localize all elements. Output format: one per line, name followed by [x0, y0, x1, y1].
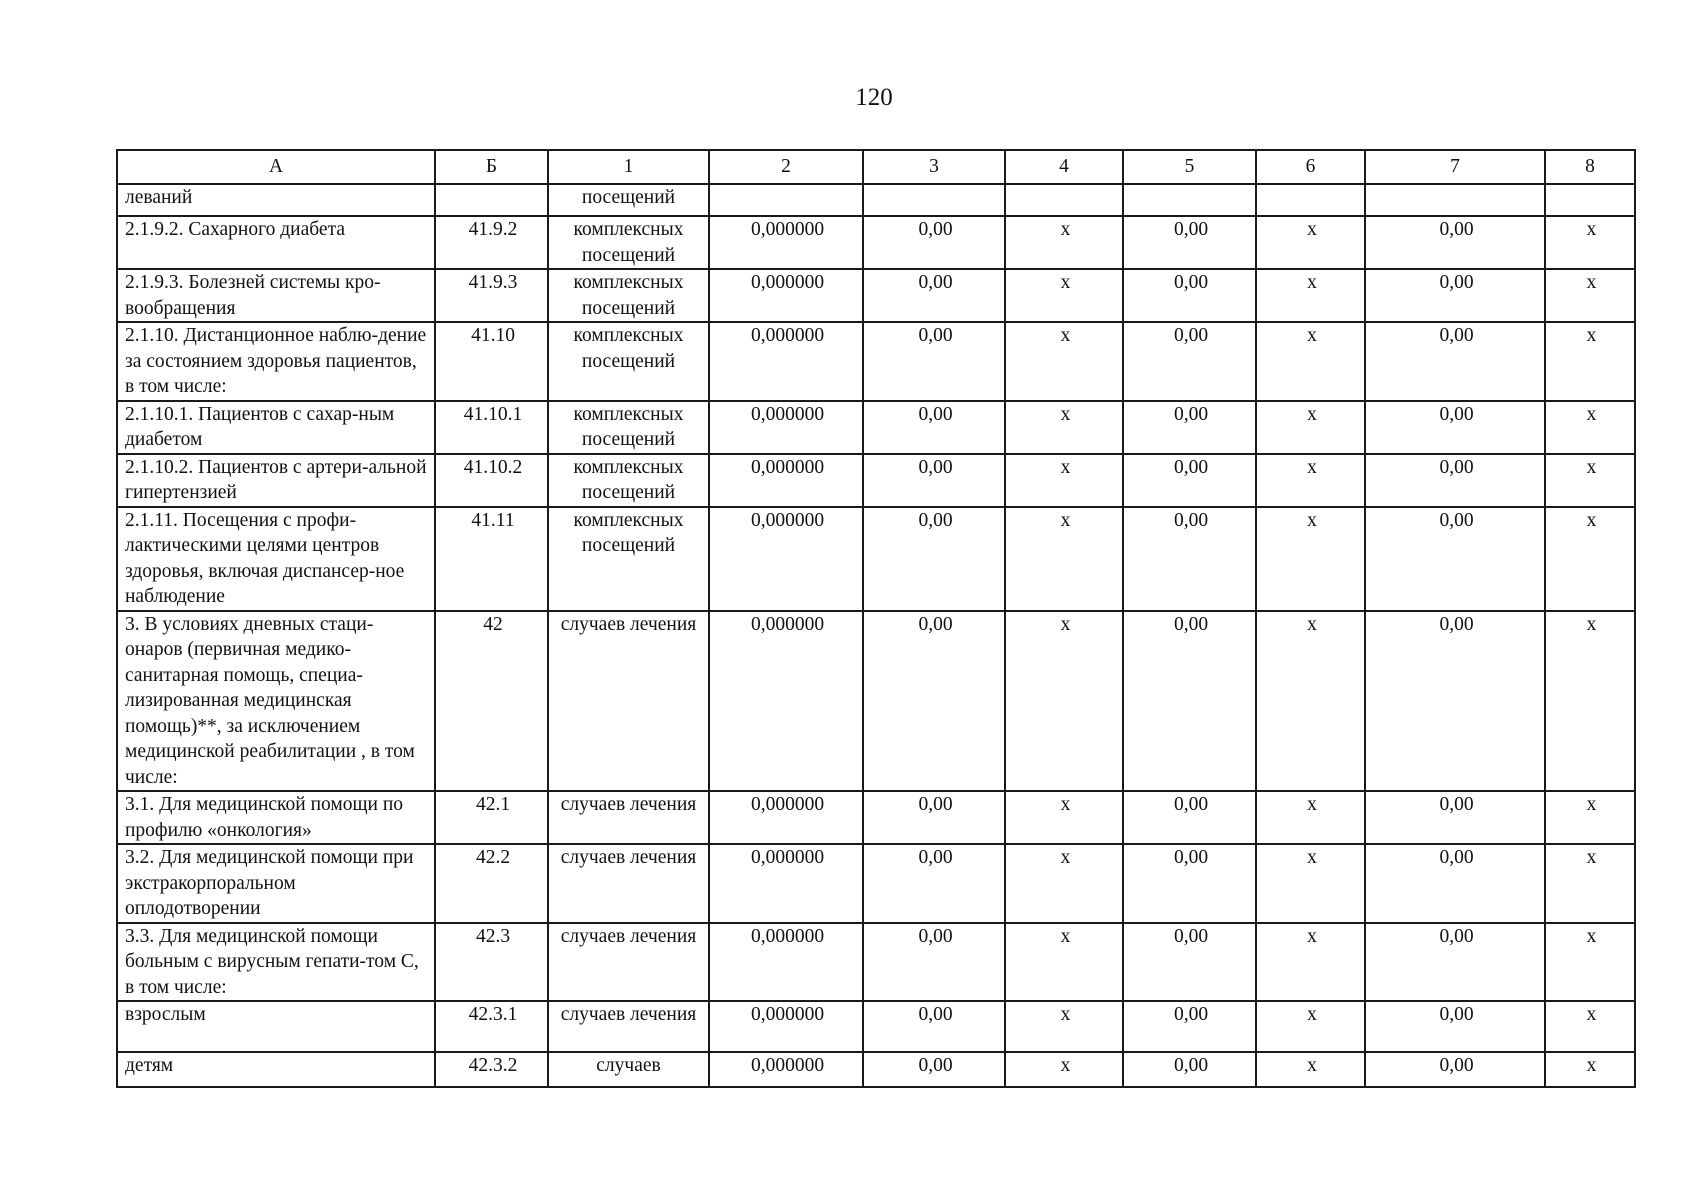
col4-cell: х — [1005, 1001, 1123, 1052]
col4-cell: х — [1005, 923, 1123, 1002]
col2-cell: 0,000000 — [709, 791, 863, 844]
code-cell: 41.9.3 — [435, 269, 548, 322]
col8-cell: х — [1545, 611, 1635, 792]
col2-cell: 0,000000 — [709, 216, 863, 269]
name-cell: леваний — [117, 184, 435, 216]
col7-cell: 0,00 — [1365, 454, 1545, 507]
unit-cell: случаев лечения — [548, 611, 709, 792]
col7-cell — [1365, 184, 1545, 216]
page-number: 120 — [855, 84, 893, 111]
unit-cell: случаев лечения — [548, 1001, 709, 1052]
col3-cell: 0,00 — [863, 401, 1005, 454]
col5-cell: 0,00 — [1123, 454, 1256, 507]
table-body — [117, 184, 1635, 1087]
table-row — [117, 216, 1635, 269]
column-header: Б — [435, 150, 548, 184]
col7-cell: 0,00 — [1365, 1052, 1545, 1087]
code-cell: 41.9.2 — [435, 216, 548, 269]
table-row — [117, 322, 1635, 401]
col8-cell: х — [1545, 507, 1635, 611]
col6-cell: х — [1256, 507, 1365, 611]
col4-cell: х — [1005, 269, 1123, 322]
col8-cell — [1545, 184, 1635, 216]
col4-cell: х — [1005, 454, 1123, 507]
col7-cell: 0,00 — [1365, 1001, 1545, 1052]
column-header: 1 — [548, 150, 709, 184]
col8-cell: х — [1545, 791, 1635, 844]
col2-cell: 0,000000 — [709, 1052, 863, 1087]
code-cell: 42.2 — [435, 844, 548, 923]
unit-cell: случаев — [548, 1052, 709, 1087]
unit-cell: посещений — [548, 184, 709, 216]
col6-cell: х — [1256, 322, 1365, 401]
col6-cell: х — [1256, 844, 1365, 923]
column-header: 2 — [709, 150, 863, 184]
col6-cell: х — [1256, 269, 1365, 322]
col4-cell: х — [1005, 1052, 1123, 1087]
col4-cell: х — [1005, 791, 1123, 844]
col6-cell: х — [1256, 454, 1365, 507]
code-cell: 41.10.2 — [435, 454, 548, 507]
col3-cell: 0,00 — [863, 1052, 1005, 1087]
col5-cell: 0,00 — [1123, 1052, 1256, 1087]
table-row — [117, 791, 1635, 844]
table-row — [117, 1001, 1635, 1052]
col7-cell: 0,00 — [1365, 791, 1545, 844]
col5-cell: 0,00 — [1123, 401, 1256, 454]
col3-cell — [863, 184, 1005, 216]
code-cell: 41.10 — [435, 322, 548, 401]
col3-cell: 0,00 — [863, 269, 1005, 322]
column-header: 5 — [1123, 150, 1256, 184]
col6-cell: х — [1256, 1052, 1365, 1087]
col4-cell: х — [1005, 844, 1123, 923]
name-cell: 2.1.10.2. Пациентов с артери-альной гипертензией — [117, 454, 435, 507]
unit-cell: комплексных посещений — [548, 454, 709, 507]
col5-cell: 0,00 — [1123, 611, 1256, 792]
col5-cell: 0,00 — [1123, 507, 1256, 611]
column-header: 7 — [1365, 150, 1545, 184]
name-cell: 3. В условиях дневных стаци-онаров (первичная медико-санитарная помощь, специа-лизированная медицинская помощь)**, за исключением медицинской реабилитации , в том числе: — [117, 611, 435, 792]
unit-cell: случаев лечения — [548, 844, 709, 923]
code-cell — [435, 184, 548, 216]
col4-cell: х — [1005, 507, 1123, 611]
code-cell: 42.3.2 — [435, 1052, 548, 1087]
col8-cell: х — [1545, 269, 1635, 322]
unit-cell: комплексных посещений — [548, 269, 709, 322]
unit-cell: комплексных посещений — [548, 401, 709, 454]
col7-cell: 0,00 — [1365, 611, 1545, 792]
col5-cell — [1123, 184, 1256, 216]
col2-cell: 0,000000 — [709, 844, 863, 923]
col8-cell: х — [1545, 844, 1635, 923]
table-row — [117, 401, 1635, 454]
col6-cell: х — [1256, 923, 1365, 1002]
table-row — [117, 923, 1635, 1002]
code-cell: 42.1 — [435, 791, 548, 844]
col5-cell: 0,00 — [1123, 216, 1256, 269]
unit-cell: случаев лечения — [548, 791, 709, 844]
name-cell: 2.1.10.1. Пациентов с сахар-ным диабетом — [117, 401, 435, 454]
col4-cell: х — [1005, 322, 1123, 401]
unit-cell: случаев лечения — [548, 923, 709, 1002]
col8-cell: х — [1545, 923, 1635, 1002]
col3-cell: 0,00 — [863, 844, 1005, 923]
header-row — [117, 150, 1635, 184]
table-row — [117, 611, 1635, 792]
col6-cell: х — [1256, 611, 1365, 792]
unit-cell: комплексных посещений — [548, 216, 709, 269]
col2-cell: 0,000000 — [709, 454, 863, 507]
col5-cell: 0,00 — [1123, 844, 1256, 923]
col5-cell: 0,00 — [1123, 322, 1256, 401]
table-row — [117, 454, 1635, 507]
col8-cell: х — [1545, 454, 1635, 507]
col4-cell — [1005, 184, 1123, 216]
col2-cell: 0,000000 — [709, 611, 863, 792]
table-row — [117, 269, 1635, 322]
name-cell: 2.1.10. Дистанционное наблю-дение за состоянием здоровья пациентов, в том числе: — [117, 322, 435, 401]
col5-cell: 0,00 — [1123, 1001, 1256, 1052]
col4-cell: х — [1005, 216, 1123, 269]
col3-cell: 0,00 — [863, 611, 1005, 792]
col2-cell: 0,000000 — [709, 923, 863, 1002]
col2-cell: 0,000000 — [709, 401, 863, 454]
col7-cell: 0,00 — [1365, 322, 1545, 401]
col7-cell: 0,00 — [1365, 507, 1545, 611]
name-cell: 2.1.11. Посещения с профи-лактическими целями центров здоровья, включая диспансер-ное наблюдение — [117, 507, 435, 611]
col6-cell: х — [1256, 791, 1365, 844]
table-row — [117, 1052, 1635, 1087]
table-row — [117, 507, 1635, 611]
col8-cell: х — [1545, 1001, 1635, 1052]
column-header: 4 — [1005, 150, 1123, 184]
column-header: 3 — [863, 150, 1005, 184]
col3-cell: 0,00 — [863, 507, 1005, 611]
code-cell: 41.10.1 — [435, 401, 548, 454]
col3-cell: 0,00 — [863, 1001, 1005, 1052]
col8-cell: х — [1545, 216, 1635, 269]
table-row — [117, 184, 1635, 216]
col5-cell: 0,00 — [1123, 923, 1256, 1002]
col8-cell: х — [1545, 322, 1635, 401]
col2-cell: 0,000000 — [709, 1001, 863, 1052]
code-cell: 42.3 — [435, 923, 548, 1002]
name-cell: 3.1. Для медицинской помощи по профилю «онкология» — [117, 791, 435, 844]
name-cell: 2.1.9.2. Сахарного диабета — [117, 216, 435, 269]
unit-cell: комплексных посещений — [548, 507, 709, 611]
col2-cell: 0,000000 — [709, 322, 863, 401]
col6-cell: х — [1256, 1001, 1365, 1052]
data-table — [116, 149, 1636, 1088]
column-header: 8 — [1545, 150, 1635, 184]
name-cell: 3.3. Для медицинской помощи больным с вирусным гепати-том С, в том числе: — [117, 923, 435, 1002]
col8-cell: х — [1545, 1052, 1635, 1087]
col2-cell: 0,000000 — [709, 507, 863, 611]
col7-cell: 0,00 — [1365, 401, 1545, 454]
code-cell: 42.3.1 — [435, 1001, 548, 1052]
name-cell: детям — [117, 1052, 435, 1087]
table-row — [117, 844, 1635, 923]
col3-cell: 0,00 — [863, 322, 1005, 401]
column-header: 6 — [1256, 150, 1365, 184]
code-cell: 42 — [435, 611, 548, 792]
col4-cell: х — [1005, 611, 1123, 792]
col3-cell: 0,00 — [863, 923, 1005, 1002]
col5-cell: 0,00 — [1123, 791, 1256, 844]
name-cell: 3.2. Для медицинской помощи при экстракорпоральном оплодотворении — [117, 844, 435, 923]
col2-cell — [709, 184, 863, 216]
name-cell: 2.1.9.3. Болезней системы кро-вообращения — [117, 269, 435, 322]
col6-cell — [1256, 184, 1365, 216]
col8-cell: х — [1545, 401, 1635, 454]
col7-cell: 0,00 — [1365, 844, 1545, 923]
col3-cell: 0,00 — [863, 216, 1005, 269]
col7-cell: 0,00 — [1365, 923, 1545, 1002]
col6-cell: х — [1256, 216, 1365, 269]
column-header: А — [117, 150, 435, 184]
col2-cell: 0,000000 — [709, 269, 863, 322]
col4-cell: х — [1005, 401, 1123, 454]
unit-cell: комплексных посещений — [548, 322, 709, 401]
col6-cell: х — [1256, 401, 1365, 454]
name-cell: взрослым — [117, 1001, 435, 1052]
col5-cell: 0,00 — [1123, 269, 1256, 322]
col7-cell: 0,00 — [1365, 216, 1545, 269]
col3-cell: 0,00 — [863, 454, 1005, 507]
code-cell: 41.11 — [435, 507, 548, 611]
col3-cell: 0,00 — [863, 791, 1005, 844]
col7-cell: 0,00 — [1365, 269, 1545, 322]
